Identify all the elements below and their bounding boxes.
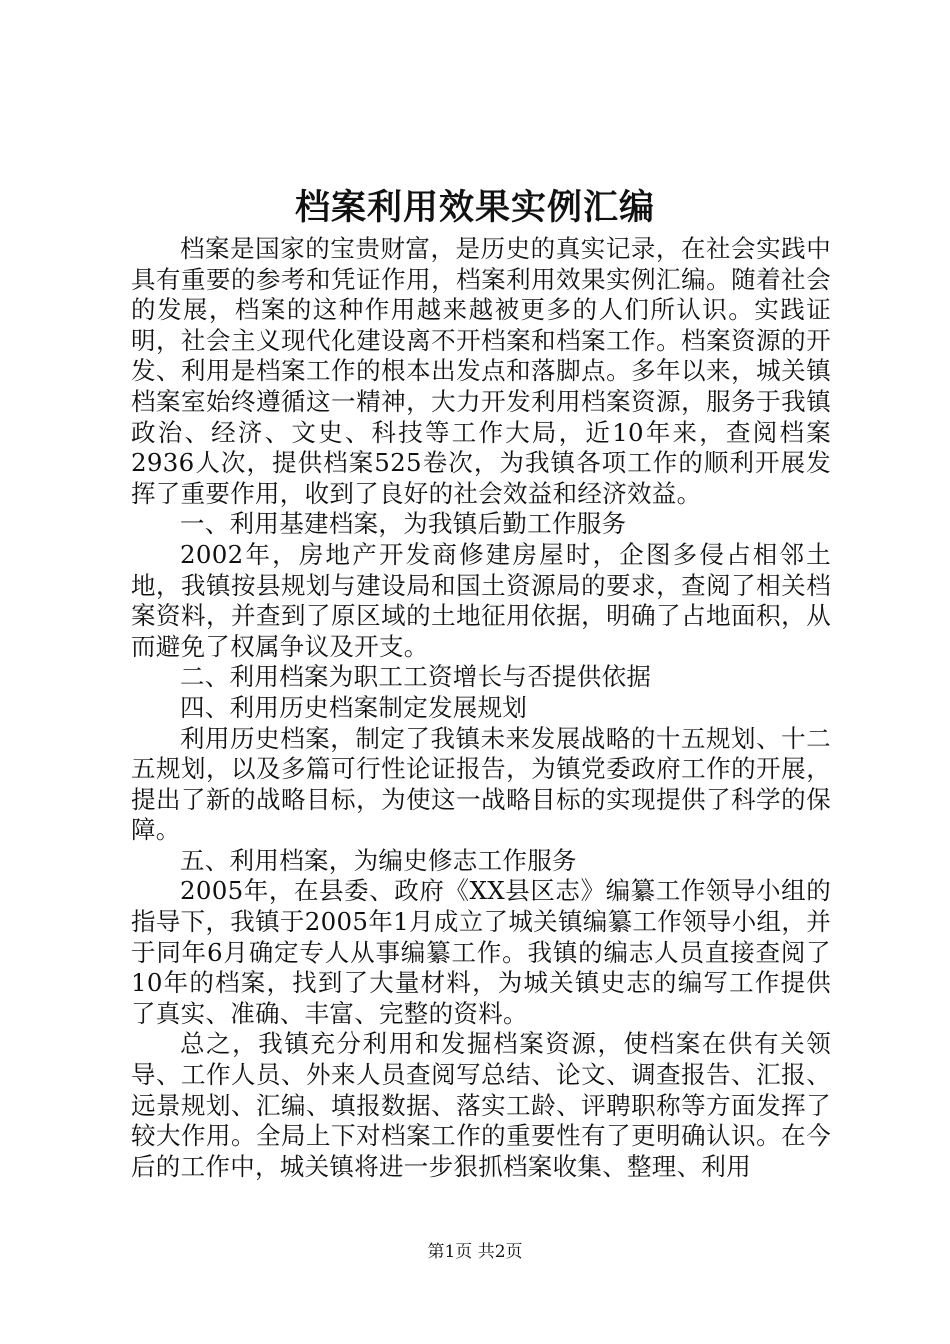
document-title: 档案利用效果实例汇编	[294, 187, 655, 228]
section-paragraph-4: 利用历史档案，制定了我镇未来发展战略的十五规划、十二五规划，以及多篇可行性论证报告，为镇党委政府工作的开展，提出了新的战略目标，为使这一战略目标的实现提供了科学的保障。	[131, 723, 831, 845]
intro-paragraph: 档案是国家的宝贵财富，是历史的真实记录，在社会实践中具有重要的参考和凭证作用，档案利用效果实例汇编。随着社会的发展，档案的这种作用越来越被更多的人们所认识。实践证明，社会主义现代化建设离不开档案和档案工作。档案资源的开发、利用是档案工作的根本出发点和落脚点。多年以来，城关镇档案室始终遵循这一精神，大力开发利用档案资源，服务于我镇政治、经济、文史、科技等工作大局，近10年来，查阅档案2936人次，提供档案525卷次，为我镇各项工作的顺利开展发挥了重要作用，收到了良好的社会效益和经济效益。	[131, 234, 831, 508]
section-heading-4: 四、利用历史档案制定发展规划	[180, 692, 528, 722]
section-paragraph-5: 2005年，在县委、政府《XX县区志》编纂工作领导小组的指导下，我镇于2005年1月成立了城关镇编纂工作领导小组，并于同年6月确定专人从事编纂工作。我镇的编志人员直接查阅了10年的档案，找到了大量材料，为城关镇史志的编写工作提供了真实、准确、丰富、完整的资料。	[131, 876, 831, 1028]
section-heading-5: 五、利用档案，为编史修志工作服务	[180, 845, 577, 875]
page-footer: 第1页 共2页	[427, 1242, 523, 1262]
document-body	[131, 234, 831, 1182]
section-heading-1: 一、利用基建档案，为我镇后勤工作服务	[180, 509, 627, 539]
section-paragraph-1: 2002年，房地产开发商修建房屋时，企图多侵占相邻土地，我镇按县规划与建设局和国土资源局的要求，查阅了相关档案资料，并查到了原区域的土地征用依据，明确了占地面积，从而避免了权属争议及开支。	[131, 539, 831, 661]
conclusion-paragraph: 总之，我镇充分利用和发掘档案资源，使档案在供有关领导、工作人员、外来人员查阅写总结、论文、调查报告、汇报、远景规划、汇编、填报数据、落实工龄、评聘职称等方面发挥了较大作用。全局上下对档案工作的重要性有了更明确认识。在今后的工作中，城关镇将进一步狠抓档案收集、整理、利用	[131, 1029, 831, 1181]
section-heading-2: 二、利用档案为职工工资增长与否提供依据	[180, 662, 652, 692]
